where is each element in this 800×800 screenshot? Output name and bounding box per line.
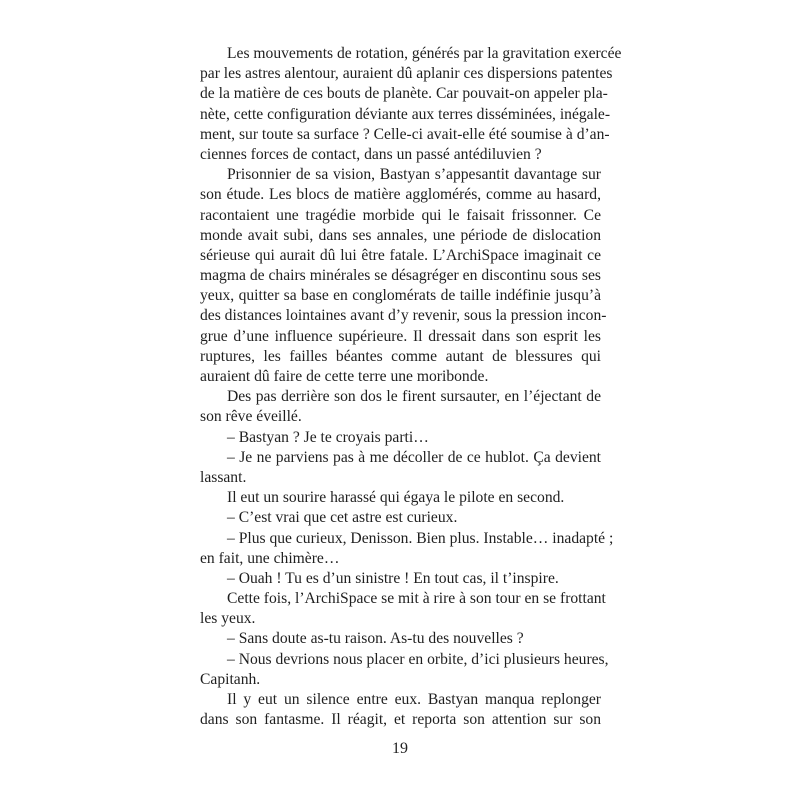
text-line: son étude. Les blocs de matière agglomérés, comme au hasard,	[200, 186, 601, 204]
text-line: Cette fois, l’ArchiSpace se mit à rire à son tour en se frottant	[227, 590, 606, 608]
text-line: Il eut un sourire harassé qui égaya le pilote en second.	[227, 489, 565, 507]
text-line: grue d’une influence supérieure. Il dressait dans son esprit les	[200, 327, 601, 345]
text-line: – Nous devrions nous placer en orbite, d’ici plusieurs heures,	[227, 650, 609, 668]
text-line: ment, sur toute sa surface ? Celle-ci avait-elle été soumise à d’an-	[200, 125, 610, 143]
text-line: nète, cette configuration déviante aux terres disséminées, inégale-	[200, 105, 611, 123]
text-line: monde avait subi, dans ses annales, une période de dislocation	[200, 226, 601, 244]
text-line: sérieuse qui aurait dû lui être fatale. L’ArchiSpace imaginait ce	[200, 246, 601, 264]
text-line: lassant.	[200, 468, 247, 486]
text-line: – Je ne parviens pas à me décoller de ce hublot. Ça devient	[227, 448, 601, 466]
text-line: auraient dû faire de cette terre une moribonde.	[200, 368, 489, 385]
text-line: les yeux.	[200, 610, 256, 628]
text-line: Des pas derrière son dos le firent sursauter, en l’éjectant de	[227, 388, 601, 406]
text-line: ciennes forces de contact, dans un passé antédiluvien ?	[200, 145, 542, 163]
text-line: yeux, quitter sa base en conglomérats de taille indéfinie jusqu’à	[200, 287, 601, 305]
text-line: Capitanh.	[200, 670, 261, 688]
text-line: par les astres alentour, auraient dû aplanir ces dispersions patentes	[200, 65, 613, 83]
body-text	[200, 44, 622, 730]
text-line: ruptures, les failles béantes comme autant de blessures qui	[200, 347, 601, 365]
text-line: – Bastyan ? Je te croyais parti…	[227, 428, 429, 446]
page-number: 19	[392, 740, 408, 757]
text-line: – Ouah ! Tu es d’un sinistre ! En tout cas, il t’inspire.	[227, 569, 559, 587]
text-line: racontaient une tragédie morbide qui le faisait frissonner. Ce	[200, 206, 601, 224]
text-line: Il y eut un silence entre eux. Bastyan manqua replonger	[227, 691, 601, 708]
text-line: son rêve éveillé.	[200, 408, 302, 426]
text-line: – Sans doute as-tu raison. As-tu des nouvelles ?	[227, 630, 524, 648]
text-line: Les mouvements de rotation, générés par la gravitation exercée	[227, 45, 622, 62]
text-line: de la matière de ces bouts de planète. Car pouvait-on appeler pla-	[200, 85, 608, 103]
text-line: magma de chairs minérales se désagréger en discontinu sous ses	[200, 267, 601, 285]
text-line: – C’est vrai que cet astre est curieux.	[227, 509, 458, 527]
text-line: des distances lointaines avant d’y revenir, sous la pression incon-	[200, 307, 607, 325]
text-line: Prisonnier de sa vision, Bastyan s’appesantit davantage sur	[227, 166, 601, 184]
text-line: en fait, une chimère…	[200, 549, 340, 567]
text-line: dans son fantasme. Il réagit, et reporta son attention sur son	[200, 711, 601, 729]
text-line: – Plus que curieux, Denisson. Bien plus. Instable… inadapté ;	[227, 529, 614, 547]
